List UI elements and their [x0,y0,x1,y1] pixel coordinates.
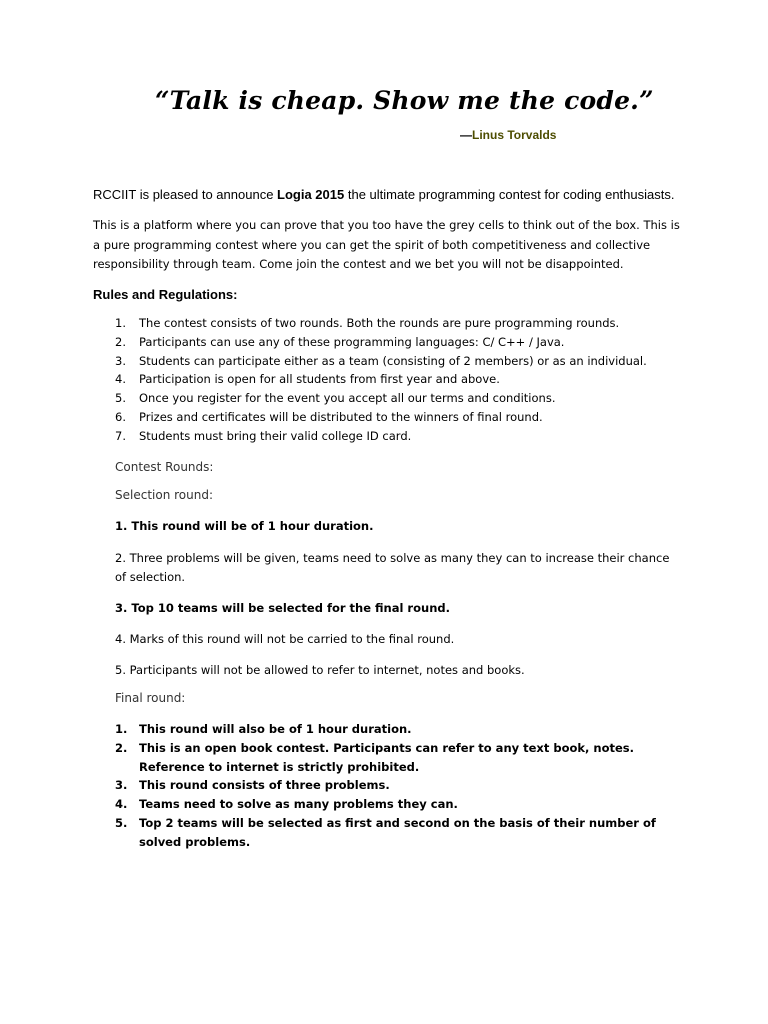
item-text: Participation is open for all students from first year and above. [139,372,500,387]
final-round-heading: Final round: [115,691,186,705]
item-number: 6. [115,409,126,424]
item-text: Teams need to solve as many problems they can. [139,797,458,812]
selection-item: 3. Top 10 teams will be selected for the final round. [115,601,450,615]
item-text: This round consists of three problems. [139,778,390,793]
item-number: 7. [115,428,126,443]
author-name: Linus Torvalds [472,128,557,142]
intro-pre: RCCIIT is pleased to announce [93,187,278,202]
rules-list [115,314,695,446]
item-text: Top 2 teams will be selected as first and second on the basis of their number of solved problems. [139,815,656,849]
item-text: Participants can use any of these programming languages: C/ C++ / Java. [139,334,565,349]
description-paragraph: This is a platform where you can prove that you too have the grey cells to think out of the box. This is a pure programming contest where you can get the spirit of both competitiveness and collective responsibility through team. Come join the contest and we bet you will not be disappointed. [93,218,680,271]
item-text: Students must bring their valid college ID card. [139,428,412,443]
author-dash: — [460,128,472,142]
list-item [115,389,695,408]
item-number: 3. [115,353,126,368]
rules-heading: Rules and Regulations: [93,287,238,302]
item-number: 1. [115,316,126,330]
item-number: 5. [115,391,126,406]
list-item [115,776,675,795]
event-name: Logia 2015 [277,187,345,202]
list-item [115,314,695,333]
intro-post: the ultimate programming contest for coding enthusiasts. [344,187,675,202]
list-item [115,720,675,739]
selection-item: 1. This round will be of 1 hour duration. [115,519,374,533]
quote-author [460,128,556,142]
list-item [115,370,695,389]
list-item [115,427,695,446]
final-round-list [115,720,675,852]
list-item [115,814,675,852]
item-number: 1. [115,722,128,736]
item-text: This is an open book contest. Participants can refer to any text book, notes. Reference to internet is strictly prohibited. [139,740,634,774]
item-text: Students can participate either as a team (consisting of 2 members) or as an individual. [139,353,647,368]
list-item [115,739,675,777]
item-number: 5. [115,815,128,830]
item-text: This round will also be of 1 hour duration. [139,722,412,736]
list-item [115,408,695,427]
selection-item: 5. Participants will not be allowed to refer to internet, notes and books. [115,663,525,677]
item-number: 4. [115,372,126,387]
item-number: 2. [115,740,128,755]
item-text: Prizes and certificates will be distributed to the winners of final round. [139,409,543,424]
contest-rounds-heading: Contest Rounds: [115,460,214,474]
list-item [115,333,695,352]
item-text: Once you register for the event you accept all our terms and conditions. [139,391,556,406]
item-number: 2. [115,334,126,349]
item-text: The contest consists of two rounds. Both the rounds are pure programming rounds. [139,316,620,330]
intro-line [93,187,674,202]
quote: “Talk is cheap. Show me the code.” [155,86,654,115]
list-item [115,795,675,814]
selection-item: 4. Marks of this round will not be carried to the final round. [115,632,455,646]
list-item [115,352,695,371]
item-number: 4. [115,797,128,812]
selection-item: 2. Three problems will be given, teams need to solve as many they can to increase their chance of selection. [115,551,670,584]
selection-round-heading: Selection round: [115,488,213,502]
item-number: 3. [115,778,128,793]
